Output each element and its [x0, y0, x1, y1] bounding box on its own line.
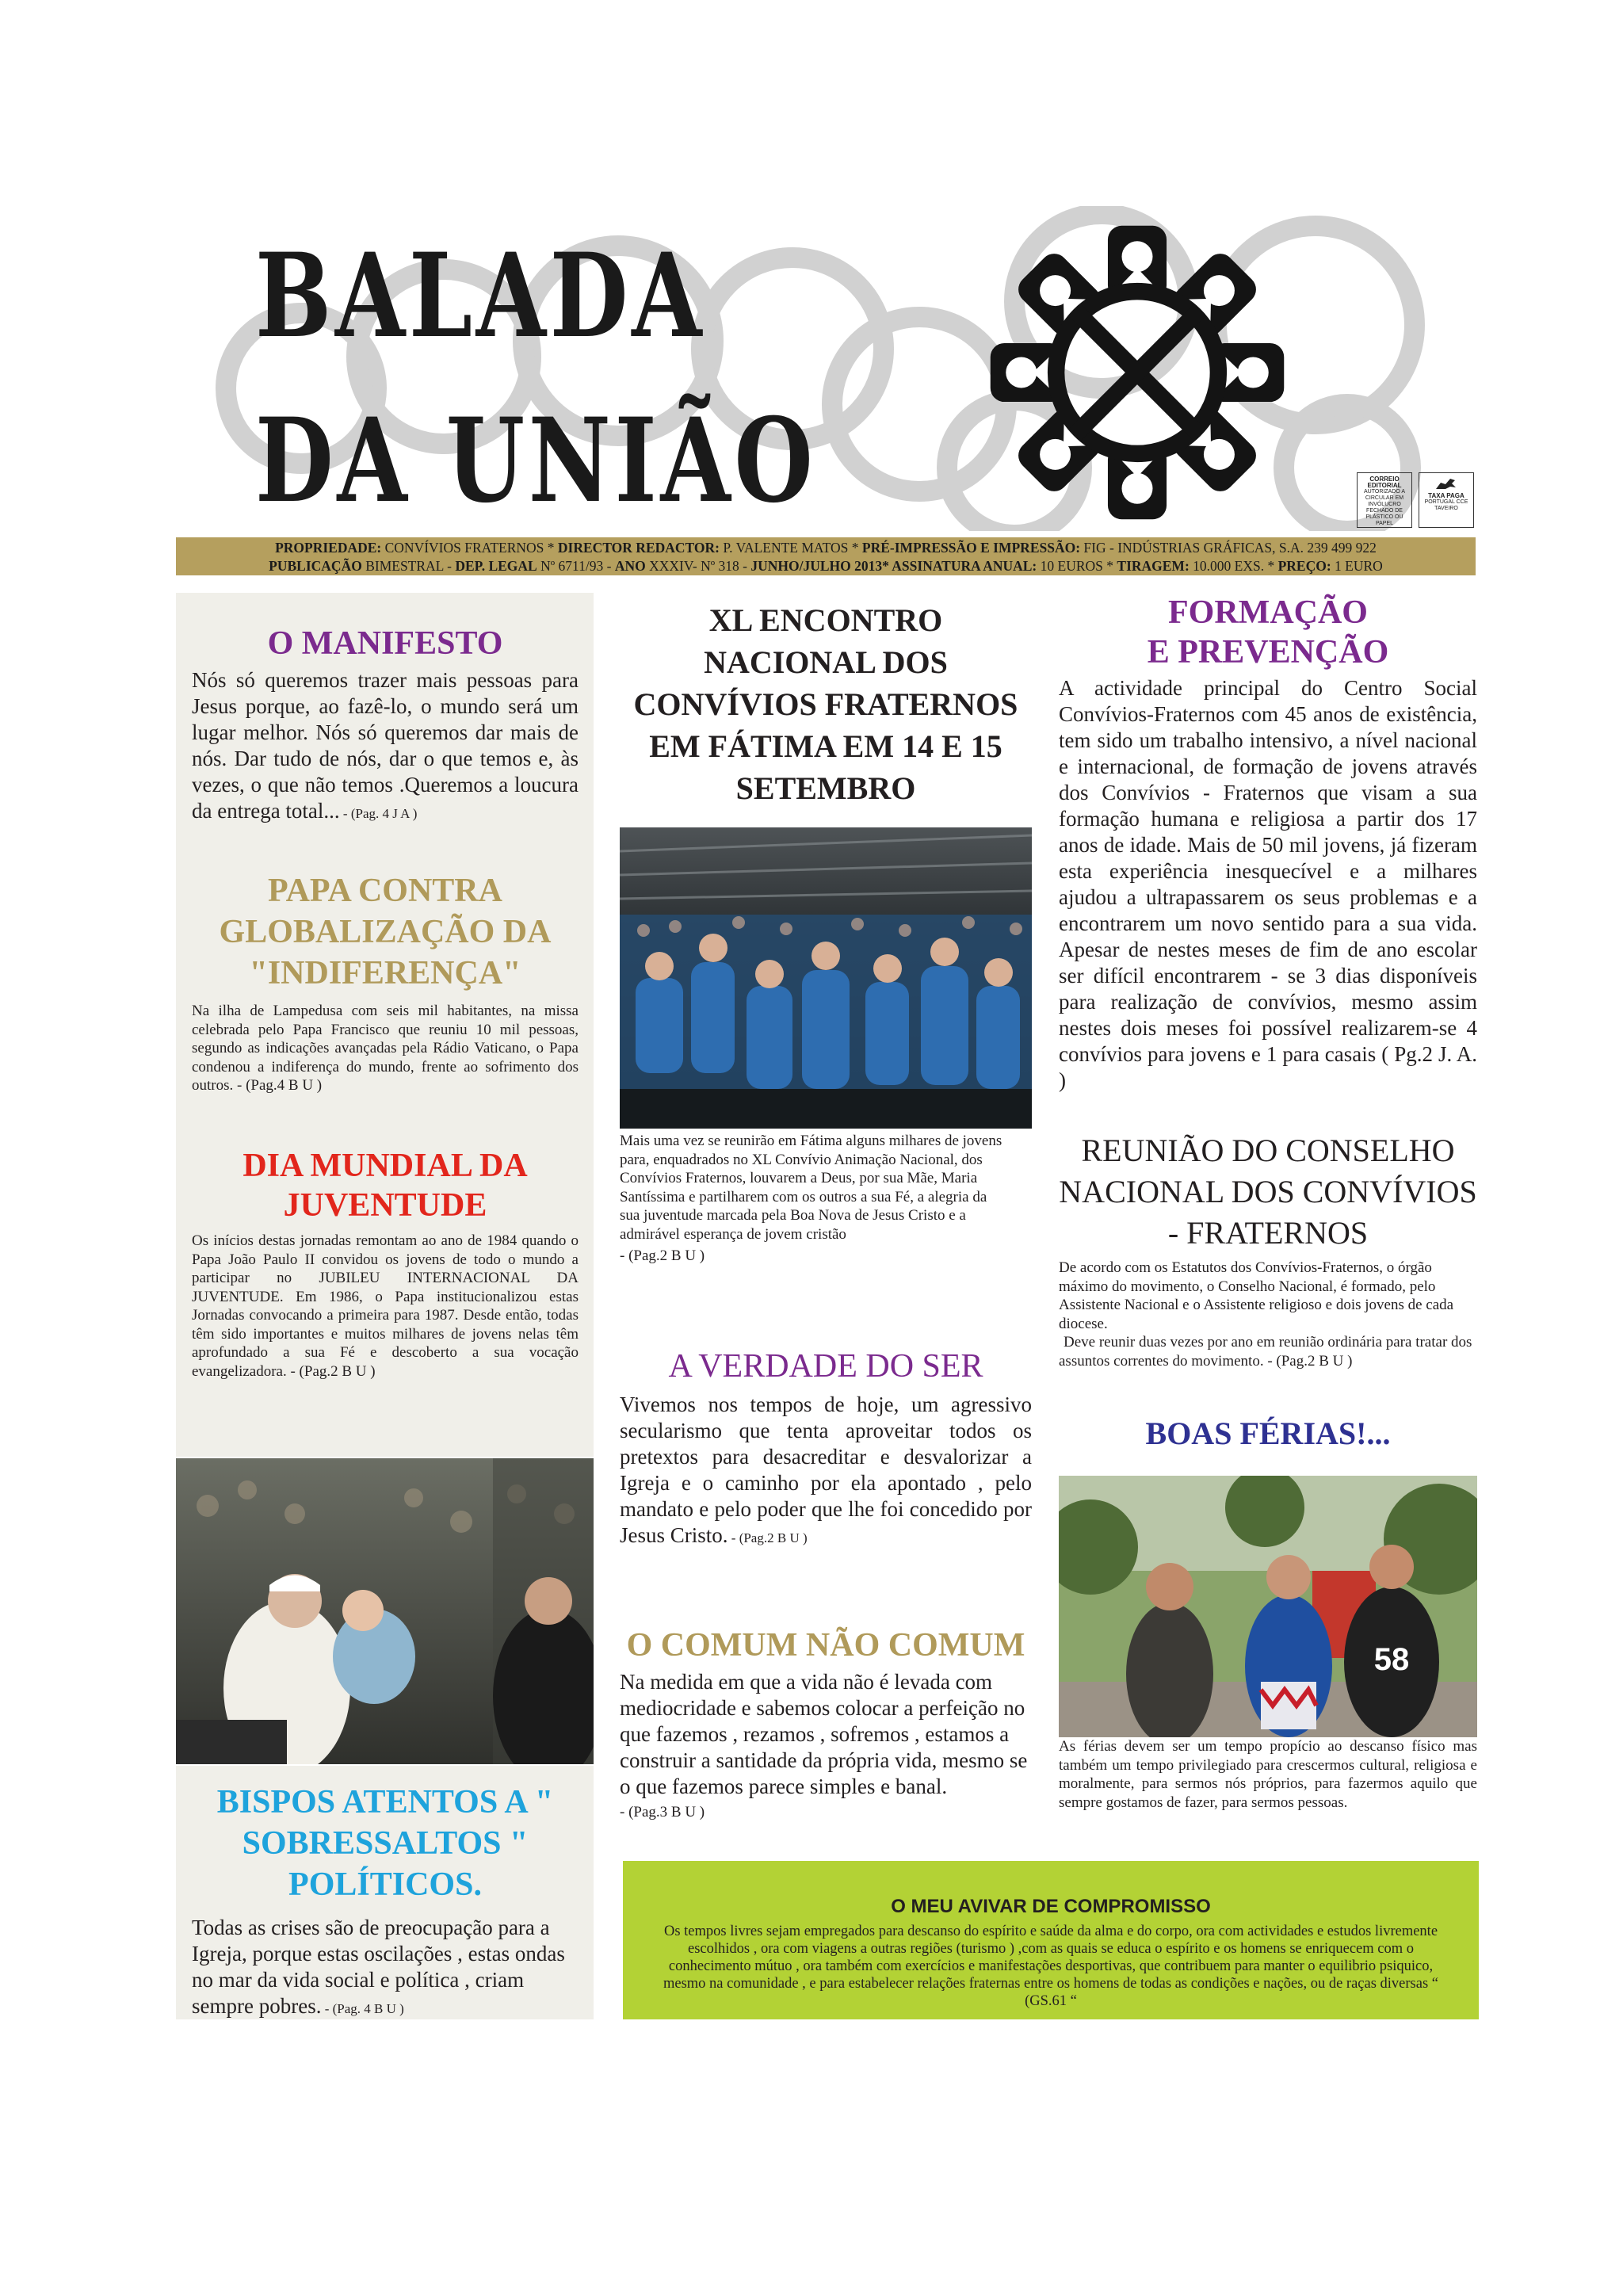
ferias-title: BOAS FÉRIAS!...	[1145, 1415, 1391, 1451]
info-line-1	[176, 539, 1476, 557]
info-label: PUBLICAÇÃO	[269, 558, 362, 574]
info-line-2	[176, 557, 1476, 575]
verdade-article	[620, 1347, 1032, 1551]
jmj-article	[192, 1146, 579, 1381]
manifesto-article	[192, 625, 579, 827]
verdade-body: Vivemos nos tempos de hoje, um agressivo secularismo que tenta aproveitar todos os pretextos para desacreditar e desvalorizar a Igreja e o caminho por ela apontado , pelo mandato e pelo poder que lhe foi concedido por Jesus Cristo. - (Pag.2 B U )	[620, 1392, 1032, 1548]
comum-article	[620, 1626, 1032, 1822]
ferias-title-wrap	[1059, 1415, 1477, 1452]
papa-article	[192, 870, 579, 1095]
info-label: PROPRIEDADE:	[275, 540, 382, 556]
compromisso-title: O MEU AVIVAR DE COMPROMISSO	[891, 1896, 1211, 1917]
formacao-body: A actividade principal do Centro Social Convívios-Fraternos com 45 anos de existência, tem sido um trabalho intensivo, a nível nacional e internacional, de formação de jovens através dos Convívios - Fraternos que visam a sua formação humana e religiosa a partir dos 17 anos de idade. Mais de 50 mil jovens, já fizeram esta experiência inesquecível e a milhares ajudou a ultrapassarem os seus problemas e a encontrarem um novo sentido para a sua vida. Apesar de nestes meses de fim de ano escolar ser difícil encontrarem - se 3 dias disponíveis para realização de convívios, mesmo assim nestes dois meses foi possível realizarem-se 4 convívios para jovens e 1 para casais ( Pg.2 J. A. )	[1059, 676, 1477, 1092]
compromisso-box	[623, 1861, 1479, 2019]
info-label: DEP. LEGAL	[455, 558, 537, 574]
title-line-1: BALADA	[255, 228, 706, 364]
ferias-article	[1059, 1737, 1477, 1812]
compromisso-body: Os tempos livres sejam empregados para descanso do espírito e saúde da alma e do corpo, ora com actividades e estudos livremente escolhidos , ora com viagens a outras regiões (turismo ) ,com as quais se educa o espírito e os homens se enriquecem com o conhecimento mútuo , ora também com exercícios e manifestações desportivas, que contribuem para manter o equilibrio psiquico, mesmo na comunidade , e para estabelecer relações fraternas entre os homens de todas as condições e nações, ou de raças diversas “ (GS.61 “	[663, 1924, 1439, 2009]
info-label: JUNHO/JULHO 2013* ASSINATURA ANUAL:	[750, 558, 1037, 574]
horse-icon	[1434, 476, 1458, 491]
ferias-photo	[1059, 1476, 1477, 1737]
papa-title: PAPA CONTRA GLOBALIZAÇÃO DA "INDIFERENÇA"	[219, 873, 552, 991]
info-label: TIRAGEM:	[1117, 558, 1190, 574]
ferias-body: As férias devem ser um tempo propício ao descanso físico mas também um tempo privilegiado para crescermos cultural, religiosa e moralmente, para sermos nós próprios, para fazermos aquilo que sempre gostamos de fazer, para sermos pessoas.	[1059, 1738, 1477, 1811]
shirt-number: 58	[1373, 1642, 1410, 1677]
verdade-title: A VERDADE DO SER	[668, 1348, 983, 1385]
info-label: ANO	[614, 558, 646, 574]
taxa-paga-stamp: TAXA PAGA PORTUGAL CCE TAVEIRO	[1419, 472, 1474, 528]
convivios-emblem-logo	[983, 218, 1292, 527]
reuniao-body-2: Deve reunir duas vezes por ano em reunião ordinária para tratar dos assuntos correntes do movimento. - (Pag.2 B U )	[1059, 1334, 1472, 1370]
publication-info-bar	[176, 537, 1476, 575]
comum-ref: - (Pag.3 B U )	[620, 1804, 705, 1821]
formacao-article	[1059, 593, 1477, 1094]
title-line-2: DA UNIÃO	[255, 393, 817, 529]
info-value: 1 EURO	[1331, 558, 1383, 574]
info-value: P. VALENTE MATOS *	[719, 540, 862, 556]
encontro-text	[620, 1132, 1008, 1266]
reuniao-body-1: De acordo com os Estatutos dos Convívios-Fraternos, o órgão máximo do movimento, o Conselho Nacional, é formado, pelo Assistente Nacional e o Assistente religioso e dois jovens de cada diocese.	[1059, 1259, 1454, 1332]
bispos-title: BISPOS ATENTOS A " SOBRESSALTOS " POLÍTICOS.	[216, 1784, 554, 1903]
jmj-title: DIA MUNDIAL DA JUVENTUDE	[242, 1148, 528, 1224]
manifesto-title: O MANIFESTO	[267, 625, 503, 662]
info-value: CONVÍVIOS FRATERNOS *	[381, 540, 558, 556]
info-value: XXXIV- Nº 318 -	[645, 558, 751, 574]
info-value: FIG - INDÚSTRIAS GRÁFICAS, S.A. 239 499 922	[1080, 540, 1377, 556]
info-label: PREÇO:	[1277, 558, 1331, 574]
papa-body: Na ilha de Lampedusa com seis mil habitantes, na missa celebrada pelo Papa Francisco que reuniu 10 mil pessoas, segundo as indicações avançadas pela Rádio Vaticano, o Papa condenou a indiferença do mundo, frente ao sofrimento dos outros. - (Pag.4 B U )	[192, 1003, 579, 1094]
bispos-article	[192, 1782, 579, 2022]
reuniao-title: REUNIÃO DO CONSELHO NACIONAL DOS CONVÍVIOS - FRATERNOS	[1059, 1133, 1477, 1251]
manifesto-body: Nós só queremos trazer mais pessoas para Jesus porque, ao fazê-lo, o mundo será um lugar melhor. Nós só queremos dar mais de nós. Dar tudo de nós, dar o que temos e, às vezes, o que não temos .Queremos a loucura da entrega total... - (Pag. 4 J A )	[192, 668, 579, 823]
reuniao-article	[1059, 1130, 1477, 1370]
info-value: BIMESTRAL -	[361, 558, 456, 574]
comum-body: Na medida em que a vida não é levada com mediocridade e sabemos colocar a perfeição no que fazemos , rezamos , sofremos , estamos a construir a santidade da própria vida, mesmo se o que fazemos parece simples e banal.	[620, 1670, 1028, 1799]
info-label: DIRECTOR REDACTOR:	[557, 540, 720, 556]
correio-editorial-stamp: CORREIO EDITORIAL AUTORIZADO A CIRCULAR EM INVÓLUCRO FECHADO DE PLÁSTICO OU PAPEL	[1357, 472, 1412, 528]
pope-photo	[176, 1458, 594, 1764]
info-label: PRÉ-IMPRESSÃO E IMPRESSÃO:	[861, 540, 1081, 556]
jmj-body: Os inícios destas jornadas remontam ao ano de 1984 quando o Papa João Paulo II convidou os jovens de todo o mundo a participar no JUBILEU INTERNACIONAL DA JUVENTUDE. Em 1986, o Papa institucionalizou estas Jornadas convocando a primeira para 1987. Desde então, todas têm sido importantes e muitos milhares de jovens nelas têm aprofundado a sua Fé e descoberto a sua vocação evangelizadora. - (Pag.2 B U )	[192, 1232, 579, 1380]
encontro-ref: - (Pag.2 B U )	[620, 1247, 705, 1264]
encontro-article	[620, 599, 1032, 809]
bispos-body: Todas as crises são de preocupação para a Igreja, porque estas oscilações , estas ondas no mar da vida social e política , criam sempre pobres. - (Pag. 4 B U )	[192, 1916, 565, 2018]
encontro-photo	[620, 827, 1032, 1129]
encontro-body: Mais uma vez se reunirão em Fátima alguns milhares de jovens para, enquadrados no XL Convívio Animação Nacional, dos Convívios Fraternos, louvarem a Deus, por sua Mãe, Maria Santíssima e partilharem com os outros a sua Fé, a alegria da sua juventude marcada pela Boa Nova de Jesus Cristo e a admirável esperança de jovem cristão	[620, 1133, 1002, 1243]
encontro-title: XL ENCONTRO NACIONAL DOS CONVÍVIOS FRATERNOS EM FÁTIMA EM 14 E 15 SETEMBRO	[633, 602, 1018, 806]
formacao-title: FORMAÇÃO E PREVENÇÃO	[1147, 594, 1389, 670]
masthead-title	[255, 214, 817, 544]
info-value: 10 EUROS *	[1037, 558, 1117, 574]
info-value: Nº 6711/93 -	[537, 558, 615, 574]
comum-title: O COMUM NÃO COMUM	[626, 1627, 1025, 1664]
info-value: 10.000 EXS. *	[1189, 558, 1278, 574]
